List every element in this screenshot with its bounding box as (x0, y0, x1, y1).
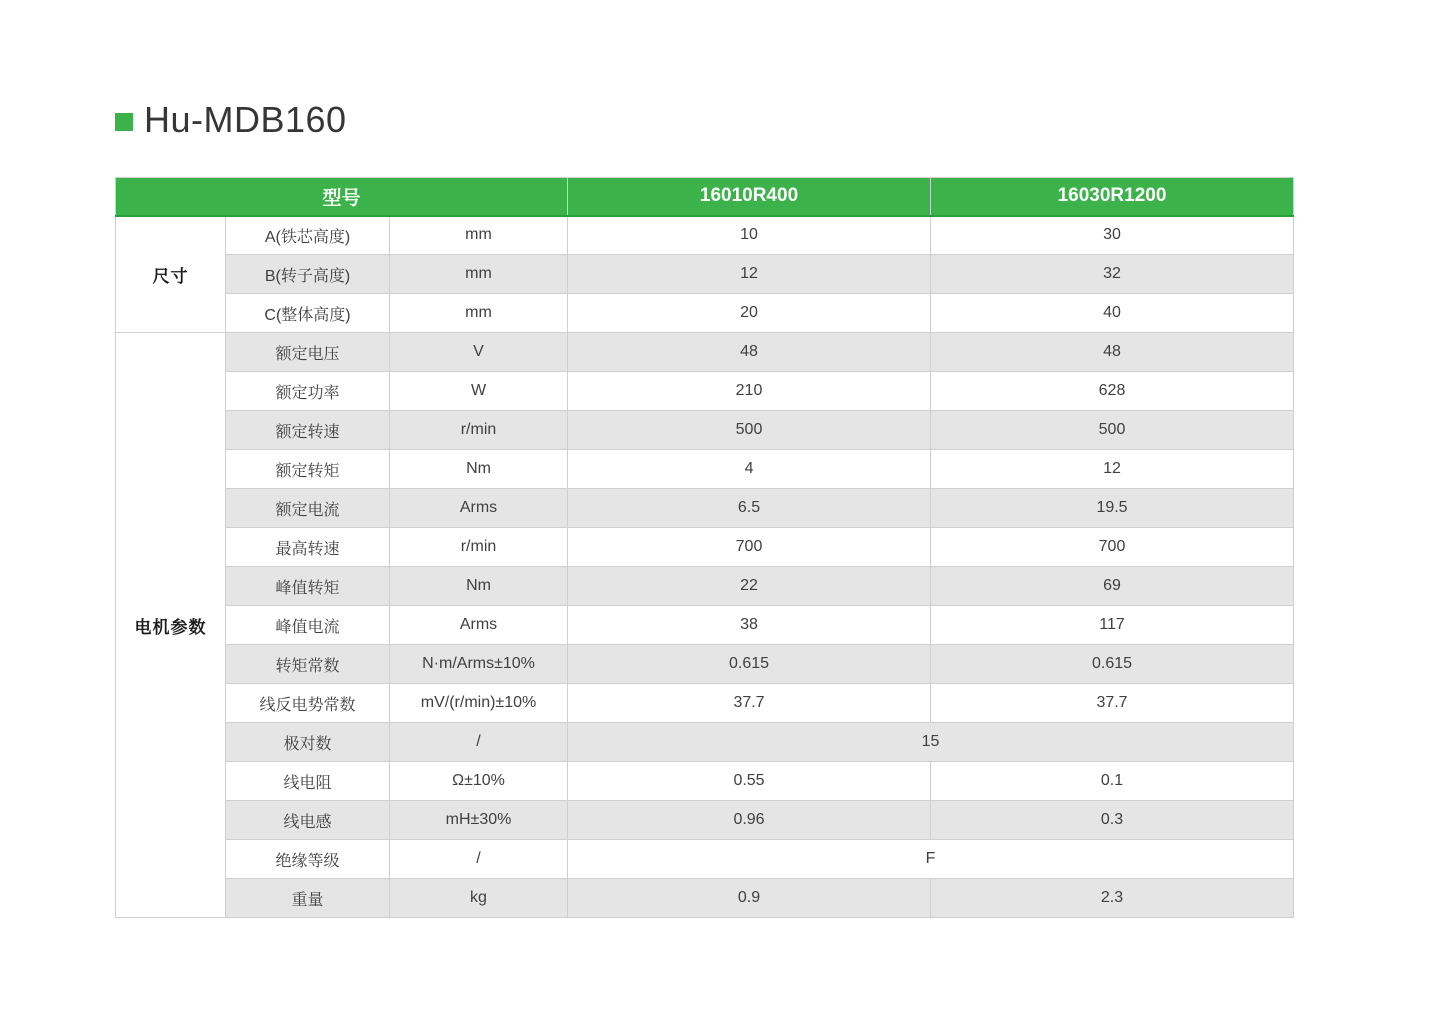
table-row (116, 801, 1294, 840)
table-row (116, 645, 1294, 684)
page-title (115, 99, 347, 141)
param-cell: 额定电流 (226, 489, 390, 528)
value-cell: 19.5 (931, 489, 1294, 528)
unit-cell: Arms (390, 489, 568, 528)
param-cell: 最高转速 (226, 528, 390, 567)
table-row (116, 216, 1294, 255)
value-cell: 6.5 (568, 489, 931, 528)
table-row (116, 372, 1294, 411)
param-cell: 额定功率 (226, 372, 390, 411)
value-cell: 22 (568, 567, 931, 606)
value-cell: 32 (931, 255, 1294, 294)
unit-cell: r/min (390, 528, 568, 567)
unit-cell: mm (390, 216, 568, 255)
param-cell: 额定转矩 (226, 450, 390, 489)
param-cell: 重量 (226, 879, 390, 918)
value-cell-merged: 15 (568, 723, 1294, 762)
value-cell: 0.615 (568, 645, 931, 684)
value-cell: 20 (568, 294, 931, 333)
value-cell: 37.7 (931, 684, 1294, 723)
group-cell-dimensions: 尺寸 (116, 216, 226, 333)
value-cell: 0.3 (931, 801, 1294, 840)
param-cell: 额定电压 (226, 333, 390, 372)
value-cell: 30 (931, 216, 1294, 255)
value-cell: 0.615 (931, 645, 1294, 684)
title-bullet-icon (115, 113, 133, 131)
page-title-text: Hu-MDB160 (144, 99, 347, 140)
param-cell: 绝缘等级 (226, 840, 390, 879)
value-cell: 210 (568, 372, 931, 411)
table-row (116, 723, 1294, 762)
value-cell: 2.3 (931, 879, 1294, 918)
value-cell: 0.1 (931, 762, 1294, 801)
param-cell: 线电阻 (226, 762, 390, 801)
value-cell: 12 (568, 255, 931, 294)
table-row (116, 762, 1294, 801)
model-header-16010R400: 16010R400 (568, 178, 931, 216)
table-row (116, 840, 1294, 879)
table-row (116, 489, 1294, 528)
value-cell: 69 (931, 567, 1294, 606)
param-cell: 线反电势常数 (226, 684, 390, 723)
value-cell-merged: F (568, 840, 1294, 879)
unit-cell: Arms (390, 606, 568, 645)
unit-cell: mm (390, 255, 568, 294)
value-cell: 0.55 (568, 762, 931, 801)
unit-cell: r/min (390, 411, 568, 450)
value-cell: 628 (931, 372, 1294, 411)
group-cell-motor-parameters: 电机参数 (116, 333, 226, 918)
table-row (116, 333, 1294, 372)
param-cell: 峰值转矩 (226, 567, 390, 606)
param-cell: 额定转速 (226, 411, 390, 450)
value-cell: 0.9 (568, 879, 931, 918)
unit-cell: N·m/Arms±10% (390, 645, 568, 684)
model-label-header: 型号 (116, 178, 568, 216)
table-row (116, 684, 1294, 723)
param-cell: B(转子高度) (226, 255, 390, 294)
unit-cell: Ω±10% (390, 762, 568, 801)
value-cell: 48 (931, 333, 1294, 372)
table-header-row (116, 178, 1294, 216)
value-cell: 37.7 (568, 684, 931, 723)
table-row (116, 528, 1294, 567)
unit-cell: Nm (390, 567, 568, 606)
unit-cell: V (390, 333, 568, 372)
value-cell: 117 (931, 606, 1294, 645)
table-row (116, 879, 1294, 918)
unit-cell: W (390, 372, 568, 411)
unit-cell: mm (390, 294, 568, 333)
value-cell: 500 (931, 411, 1294, 450)
table-row (116, 450, 1294, 489)
value-cell: 500 (568, 411, 931, 450)
param-cell: 极对数 (226, 723, 390, 762)
unit-cell: kg (390, 879, 568, 918)
param-cell: 转矩常数 (226, 645, 390, 684)
table-row (116, 411, 1294, 450)
value-cell: 48 (568, 333, 931, 372)
param-cell: 峰值电流 (226, 606, 390, 645)
value-cell: 40 (931, 294, 1294, 333)
model-header-16030R1200: 16030R1200 (931, 178, 1294, 216)
value-cell: 10 (568, 216, 931, 255)
unit-cell: / (390, 840, 568, 879)
spec-table (115, 177, 1294, 918)
unit-cell: Nm (390, 450, 568, 489)
value-cell: 38 (568, 606, 931, 645)
table-row (116, 606, 1294, 645)
value-cell: 700 (931, 528, 1294, 567)
param-cell: A(铁芯高度) (226, 216, 390, 255)
unit-cell: mH±30% (390, 801, 568, 840)
value-cell: 0.96 (568, 801, 931, 840)
param-cell: C(整体高度) (226, 294, 390, 333)
table-row (116, 294, 1294, 333)
unit-cell: / (390, 723, 568, 762)
value-cell: 700 (568, 528, 931, 567)
table-row (116, 255, 1294, 294)
table-row (116, 567, 1294, 606)
param-cell: 线电感 (226, 801, 390, 840)
unit-cell: mV/(r/min)±10% (390, 684, 568, 723)
value-cell: 12 (931, 450, 1294, 489)
value-cell: 4 (568, 450, 931, 489)
